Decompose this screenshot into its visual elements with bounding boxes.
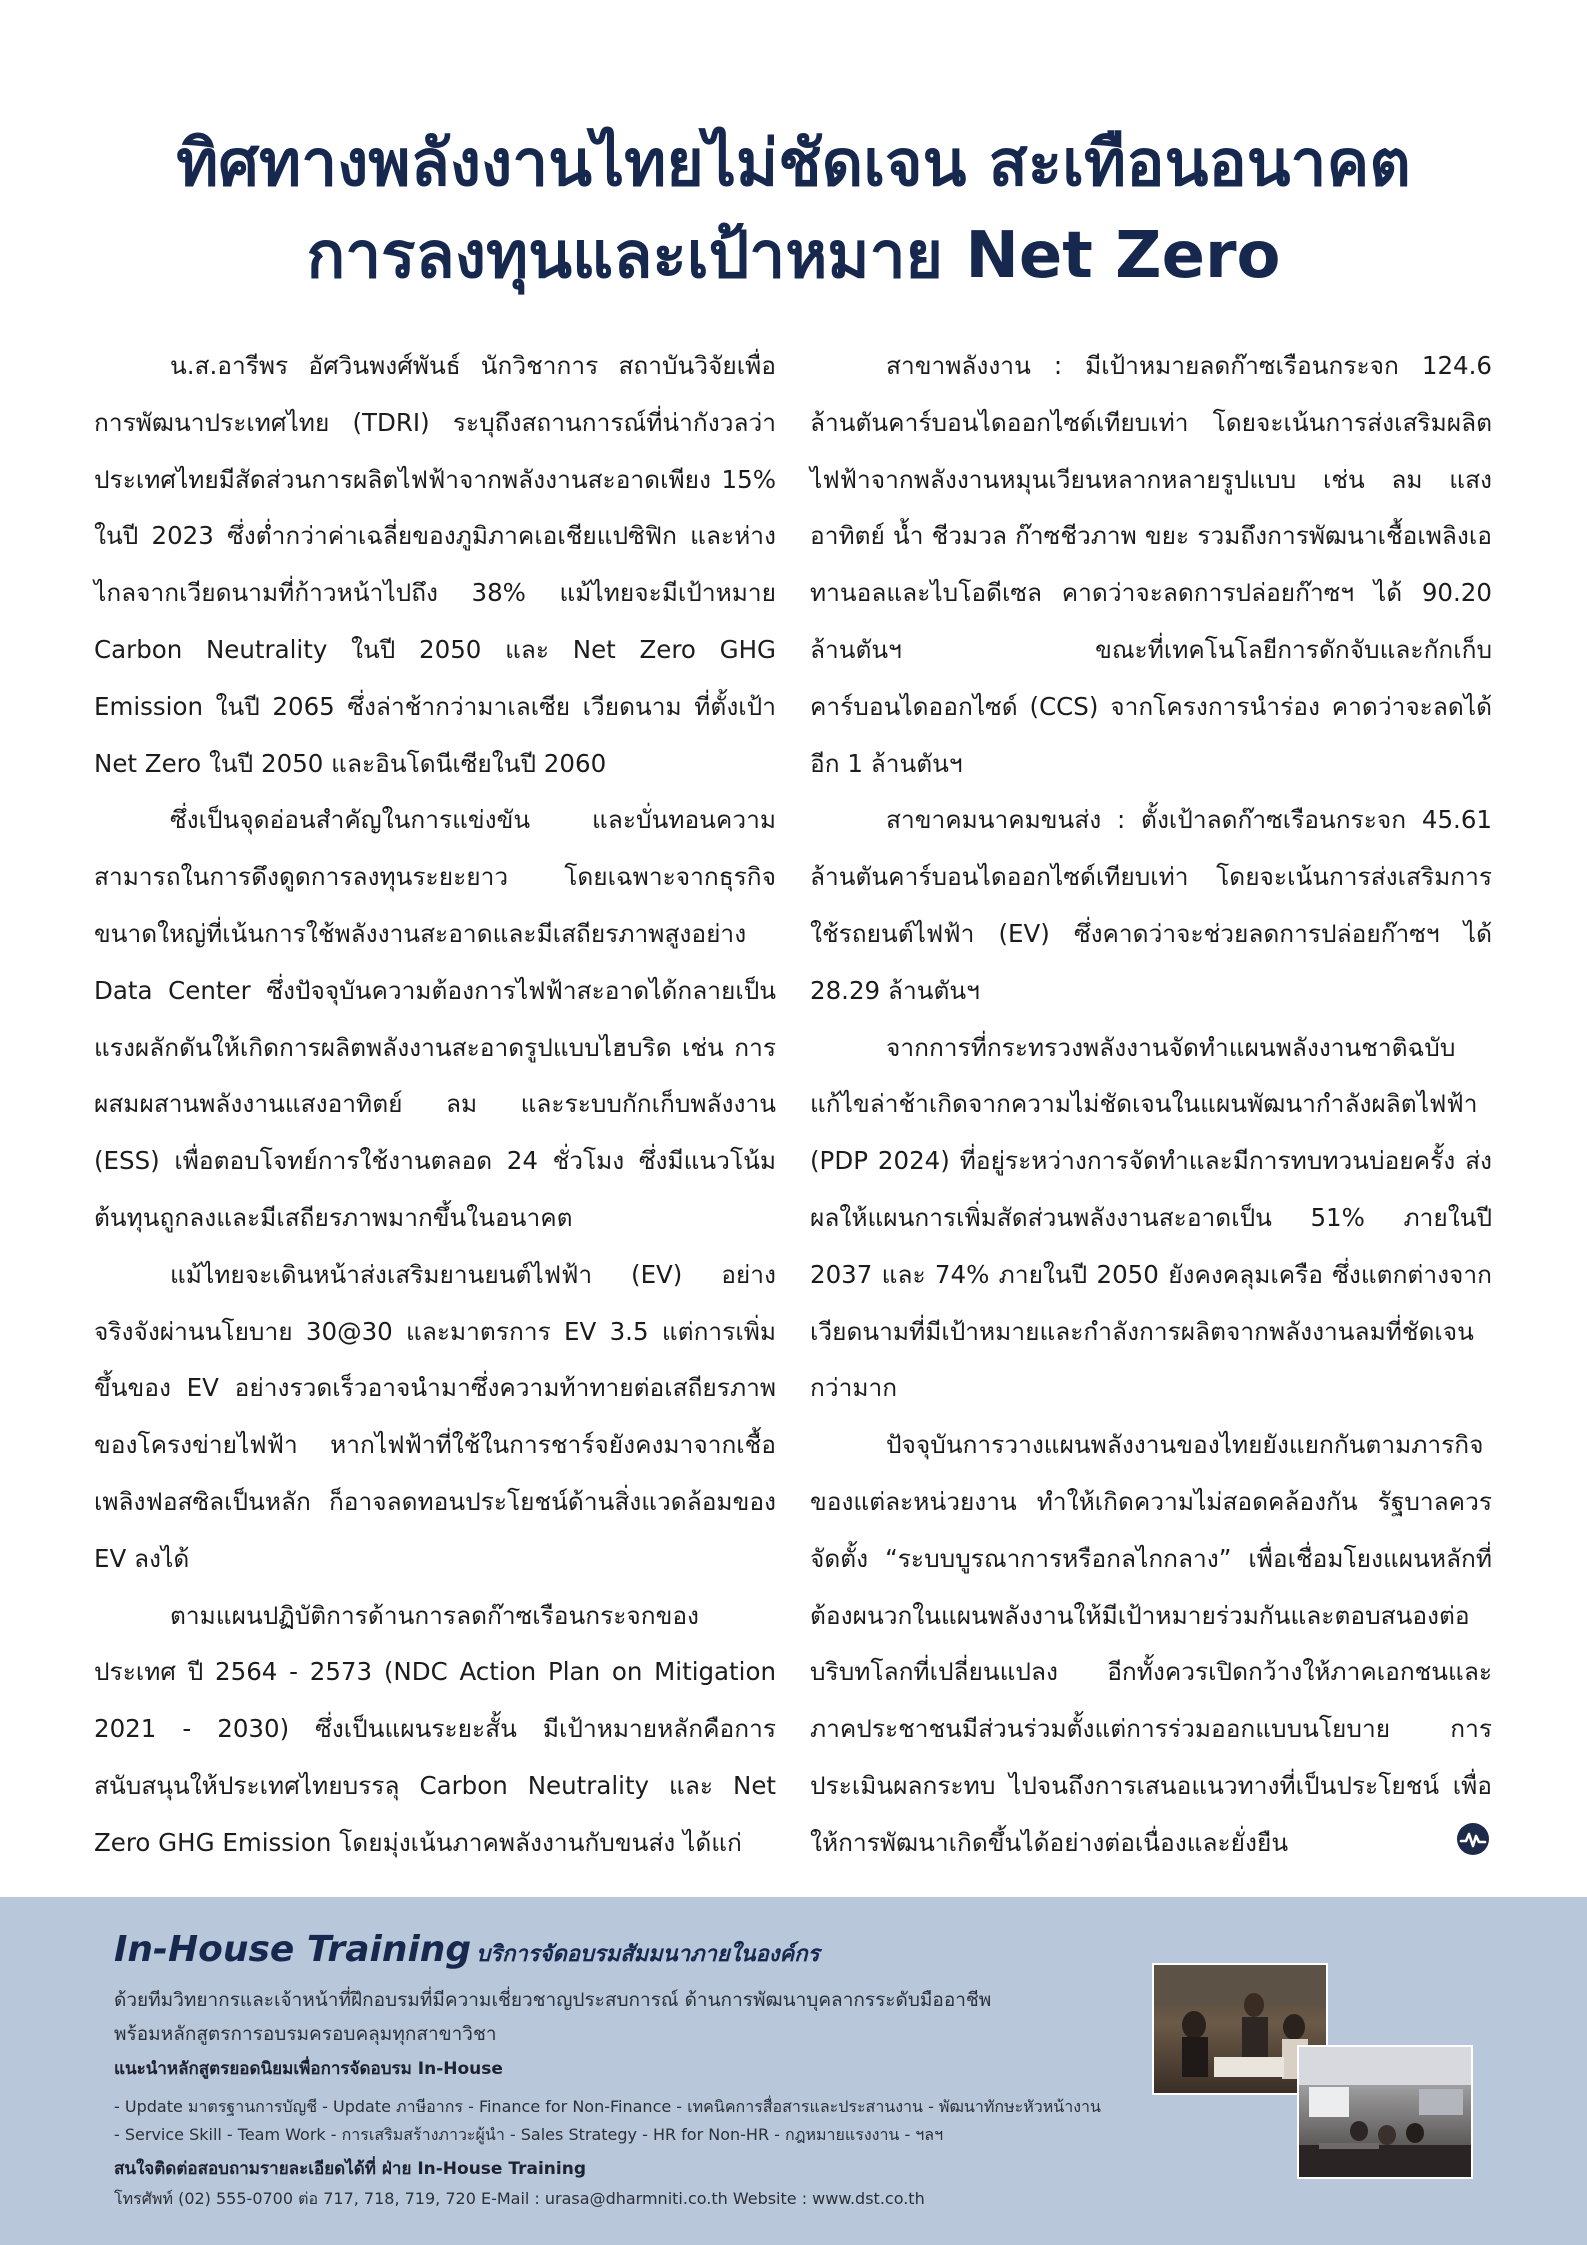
article-title xyxy=(0,118,1587,302)
title-line-1: ทิศทางพลังงานไทยไม่ชัดเจน สะเทือนอนาคต xyxy=(176,127,1411,201)
training-photo xyxy=(1297,2045,1473,2179)
left-column xyxy=(94,338,776,1872)
paragraph: สาขาคมนาคมขนส่ง : ตั้งเป้าลดก๊าซเรือนกระจก 45.61 ล้านตันคาร์บอนไดออกไซด์เทียบเท่า โดยจะเน้นการส่งเสริมการใช้รถยนต์ไฟฟ้า (EV) ซึ่งคาดว่าจะช่วยลดการปล่อยก๊าซฯ ได้ 28.29 ล้านตันฯ xyxy=(810,805,1492,1005)
promo-description: พร้อมหลักสูตรการอบรมครอบคลุมทุกสาขาวิชา xyxy=(114,2023,497,2045)
title-line-2: การลงทุนและเป้าหมาย Net Zero xyxy=(306,219,1281,293)
paragraph: ปัจจุบันการวางแผนพลังงานของไทยยังแยกกันตามภารกิจของแต่ละหน่วยงาน ทำให้เกิดความไม่สอดคล้องกัน รัฐบาลควรจัดตั้ง “ระบบบูรณาการหรือกลไกกลาง” เพื่อเชื่อมโยงแผนหลักที่ต้องผนวกในแผนพลังงานให้มีเป้าหมายร่วมกันและตอบสนองต่อบริบทโลกที่เปลี่ยนแปลง อีกทั้งควรเปิดกว้างให้ภาคเอกชนและภาคประชาชนมีส่วนร่วมตั้งแต่การร่วมออกแบบนโยบาย การประเมินผลกระทบ ไปจนถึงการเสนอแนวทางที่เป็นประโยชน์ เพื่อให้การพัฒนาเกิดขึ้นได้อย่างต่อเนื่องและยั่งยืน xyxy=(810,1430,1492,1857)
courses-heading: แนะนำหลักสูตรยอดนิยมเพื่อการจัดอบรม In-House xyxy=(114,2059,503,2079)
paragraph: น.ส.อารีพร อัศวินพงศ์พันธ์ นักวิชาการ สถาบันวิจัยเพื่อการพัฒนาประเทศไทย (TDRI) ระบุถึงสถานการณ์ที่น่ากังวลว่าประเทศไทยมีสัดส่วนการผลิตไฟฟ้าจากพลังงานสะอาดเพียง 15% ในปี 2023 ซึ่งต่ำกว่าค่าเฉลี่ยของภูมิภาคเอเชียแปซิฟิก และห่างไกลจากเวียดนามที่ก้าวหน้าไปถึง 38% แม้ไทยจะมีเป้าหมาย Carbon Neutrality ในปี 2050 และ Net Zero GHG Emission ในปี 2065 ซึ่งล่าช้ากว่ามาเลเซีย เวียดนาม ที่ตั้งเป้า Net Zero ในปี 2050 และอินโดนีเซียในปี 2060 xyxy=(94,351,776,778)
right-column xyxy=(810,338,1492,1872)
promo-title xyxy=(114,1929,819,1971)
contact-heading: สนใจติดต่อสอบถามรายละเอียดได้ที่ ฝ่าย In-House Training xyxy=(114,2159,586,2179)
promo-title-main: In-House Training xyxy=(114,1929,472,1970)
contact-info: โทรศัพท์ (02) 555-0700 ต่อ 717, 718, 719, 720 E-Mail : urasa@dharmniti.co.th Website : www.dst.co.th xyxy=(114,2189,925,2208)
promo-description: ด้วยทีมวิทยากรและเจ้าหน้าที่ฝึกอบรมที่มีความเชี่ยวชาญประสบการณ์ ด้านการพัฒนาบุคลากรระดับมืออาชีพ xyxy=(114,1989,992,2011)
promo-footer xyxy=(0,1897,1587,2245)
paragraph: แม้ไทยจะเดินหน้าส่งเสริมยานยนต์ไฟฟ้า (EV) อย่างจริงจังผ่านนโยบาย 30@30 และมาตรการ EV 3.5 แต่การเพิ่มขึ้นของ EV อย่างรวดเร็วอาจนำมาซึ่งความท้าทายต่อเสถียรภาพของโครงข่ายไฟฟ้า หากไฟฟ้าที่ใช้ในการชาร์จยังคงมาจากเชื้อเพลิงฟอสซิลเป็นหลัก ก็อาจลดทอนประโยชน์ด้านสิ่งแวดล้อมของ EV ลงได้ xyxy=(94,1259,776,1573)
paragraph: สาขาพลังงาน : มีเป้าหมายลดก๊าซเรือนกระจก 124.6 ล้านตันคาร์บอนไดออกไซด์เทียบเท่า โดยจะเน้นการส่งเสริมผลิตไฟฟ้าจากพลังงานหมุนเวียนหลากหลายรูปแบบ เช่น ลม แสงอาทิตย์ น้ำ ชีวมวล ก๊าซชีวภาพ ขยะ รวมถึงการพัฒนาเชื้อเพลิงเอทานอลและไบโอดีเซล คาดว่าจะลดการปล่อยก๊าซฯ ได้ 90.20 ล้านตันฯ ขณะที่เทคโนโลยีการดักจับและกักเก็บคาร์บอนไดออกไซด์ (CCS) จากโครงการนำร่อง คาดว่าจะลดได้อีก 1 ล้านตันฯ xyxy=(810,351,1492,778)
paragraph: จากการที่กระทรวงพลังงานจัดทำแผนพลังงานชาติฉบับแก้ไขล่าช้าเกิดจากความไม่ชัดเจนในแผนพัฒนากำลังผลิตไฟฟ้า (PDP 2024) ที่อยู่ระหว่างการจัดทำและมีการทบทวนบ่อยครั้ง ส่งผลให้แผนการเพิ่มสัดส่วนพลังงานสะอาดเป็น 51% ภายในปี 2037 และ 74% ภายในปี 2050 ยังคงคลุมเครือ ซึ่งแตกต่างจากเวียดนามที่มีเป้าหมายและกำลังการผลิตจากพลังงานลมที่ชัดเจนกว่ามาก xyxy=(810,1032,1492,1403)
promo-title-sub: บริการจัดอบรมสัมมนาภายในองค์กร xyxy=(476,1942,820,1967)
courses-list: - Update มาตรฐานการบัญชี - Update ภาษีอากร - Finance for Non-Finance - เทคนิคการสื่อสารและประสานงาน - พัฒนาทักษะหัวหน้างาน xyxy=(114,2097,1101,2116)
paragraph: ซึ่งเป็นจุดอ่อนสำคัญในการแข่งขัน และบั่นทอนความสามารถในการดึงดูดการลงทุนระยะยาว โดยเฉพาะจากธุรกิจขนาดใหญ่ที่เน้นการใช้พลังงานสะอาดและมีเสถียรภาพสูงอย่าง Data Center ซึ่งปัจจุบันความต้องการไฟฟ้าสะอาดได้กลายเป็นแรงผลักดันให้เกิดการผลิตพลังงานสะอาดรูปแบบไฮบริด เช่น การผสมผสานพลังงานแสงอาทิตย์ ลม และระบบกักเก็บพลังงาน (ESS) เพื่อตอบโจทย์การใช้งานตลอด 24 ชั่วโมง ซึ่งมีแนวโน้มต้นทุนถูกลงและมีเสถียรภาพมากขึ้นในอนาคต xyxy=(94,805,776,1232)
wave-logo-icon xyxy=(1456,1822,1490,1856)
courses-list: - Service Skill - Team Work - การเสริมสร้างภาวะผู้นำ - Sales Strategy - HR for Non-HR - กฎหมายแรงงาน - ฯลฯ xyxy=(114,2125,944,2144)
paragraph: ตามแผนปฏิบัติการด้านการลดก๊าซเรือนกระจกของประเทศ ปี 2564 - 2573 (NDC Action Plan on Mitigation 2021 - 2030) ซึ่งเป็นแผนระยะสั้น มีเป้าหมายหลักคือการสนับสนุนให้ประเทศไทยบรรลุ Carbon Neutrality และ Net Zero GHG Emission โดยมุ่งเน้นภาคพลังงานกับขนส่ง ได้แก่ xyxy=(94,1600,776,1857)
